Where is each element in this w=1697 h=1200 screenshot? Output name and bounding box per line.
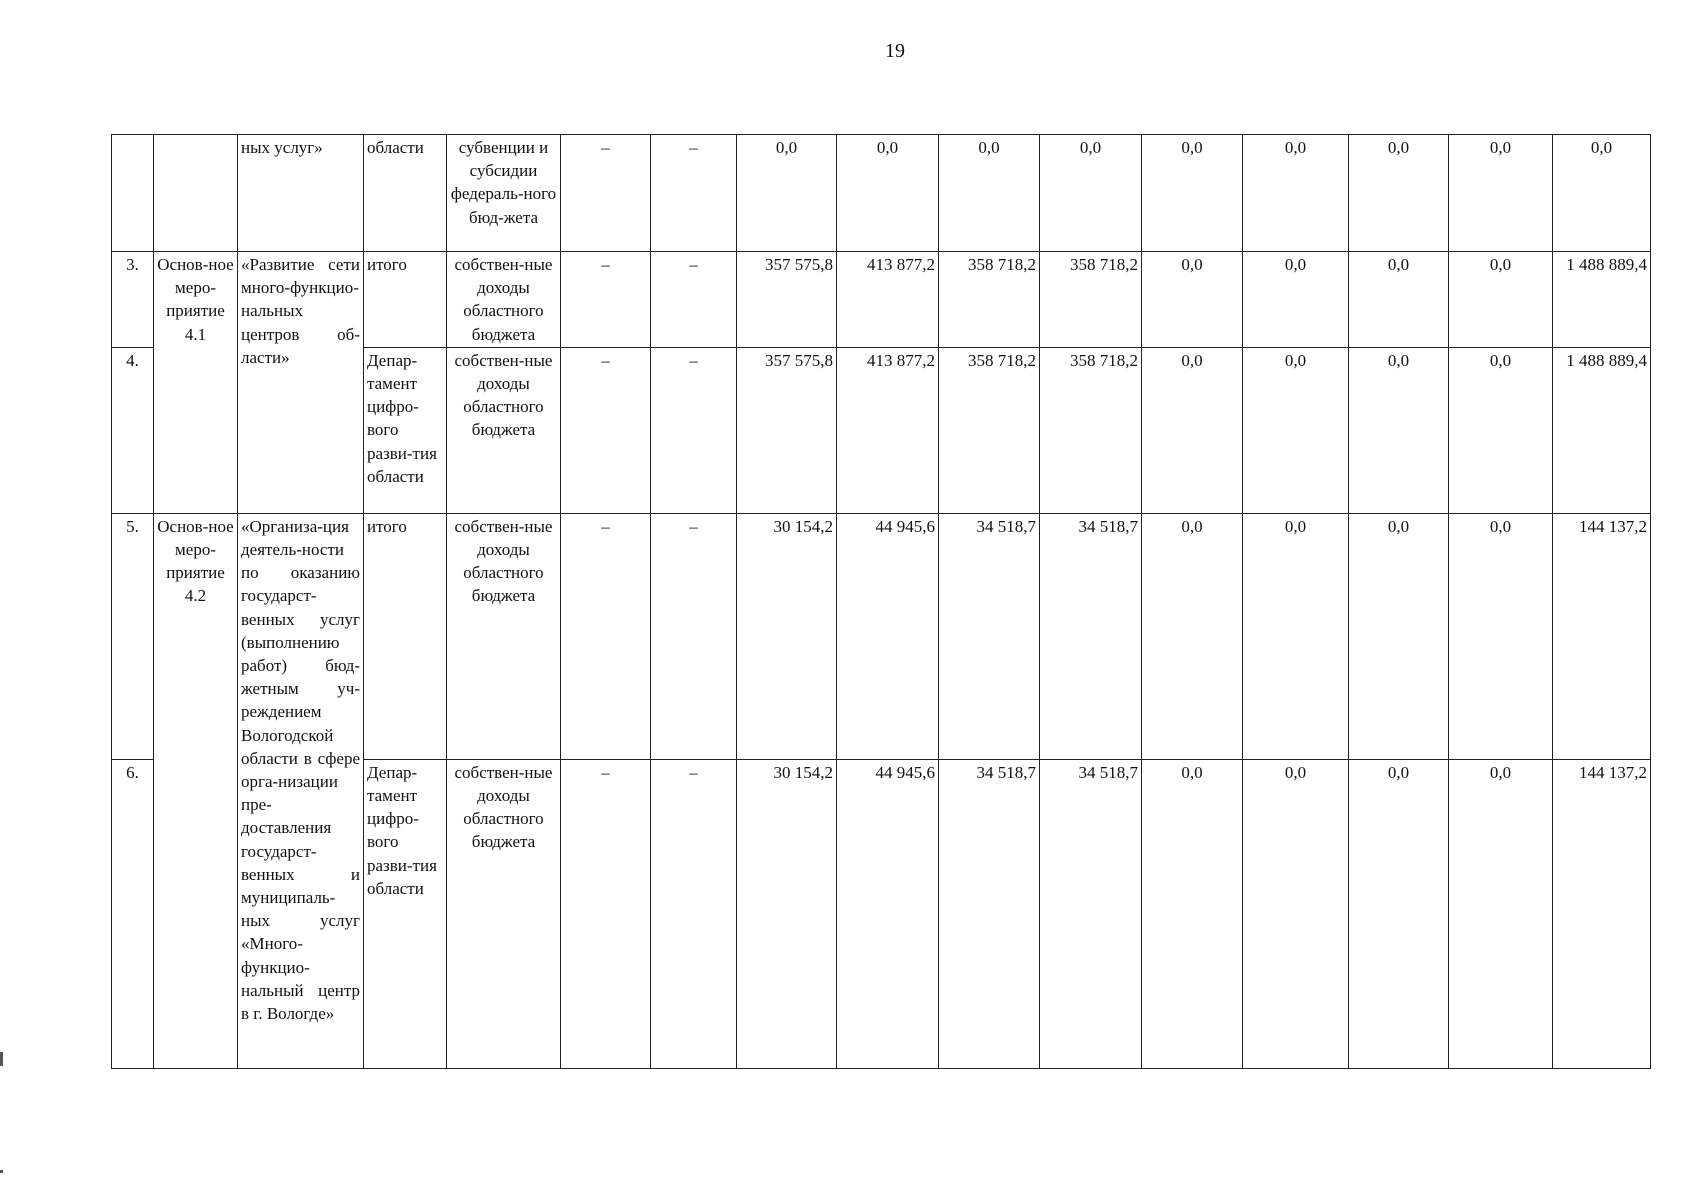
funding-source-cell: субвенции и субсидии федераль-ного бюд-жета <box>447 135 561 252</box>
table-row <box>112 135 1651 252</box>
value-cell: 0,0 <box>1142 759 1243 1068</box>
value-cell: 0,0 <box>1243 513 1349 759</box>
value-cell: 358 718,2 <box>1040 347 1142 513</box>
value-cell: 0,0 <box>837 135 939 252</box>
budget-table <box>111 134 1651 1069</box>
value-cell: 357 575,8 <box>737 252 837 348</box>
measure-kind-cell <box>154 135 238 252</box>
value-cell: 0,0 <box>1243 347 1349 513</box>
value-cell: 0,0 <box>1349 347 1449 513</box>
value-cell: 0,0 <box>1142 513 1243 759</box>
funding-source-cell: собствен-ные доходы областного бюджета <box>447 759 561 1068</box>
value-cell: 413 877,2 <box>837 252 939 348</box>
value-cell: 0,0 <box>1142 135 1243 252</box>
dash-cell: – <box>561 759 651 1068</box>
responsible-cell: итого <box>364 513 447 759</box>
value-cell: 0,0 <box>939 135 1040 252</box>
value-cell: 0,0 <box>737 135 837 252</box>
row-number-cell <box>112 135 154 252</box>
responsible-cell: итого <box>364 252 447 348</box>
row-number-cell: 5. <box>112 513 154 759</box>
value-cell: 30 154,2 <box>737 759 837 1068</box>
value-cell: 0,0 <box>1349 252 1449 348</box>
dash-cell: – <box>651 135 737 252</box>
dash-cell: – <box>561 135 651 252</box>
funding-source-cell: собствен-ные доходы областного бюджета <box>447 347 561 513</box>
value-cell: 358 718,2 <box>1040 252 1142 348</box>
dash-cell: – <box>651 513 737 759</box>
value-cell: 34 518,7 <box>1040 759 1142 1068</box>
responsible-cell: области <box>364 135 447 252</box>
funding-source-cell: собствен-ные доходы областного бюджета <box>447 252 561 348</box>
value-cell: 0,0 <box>1449 759 1553 1068</box>
value-cell: 413 877,2 <box>837 347 939 513</box>
total-cell: 144 137,2 <box>1553 513 1651 759</box>
value-cell: 0,0 <box>1449 252 1553 348</box>
dash-cell: – <box>651 759 737 1068</box>
value-cell: 34 518,7 <box>939 759 1040 1068</box>
value-cell: 357 575,8 <box>737 347 837 513</box>
total-cell: 144 137,2 <box>1553 759 1651 1068</box>
value-cell: 0,0 <box>1142 252 1243 348</box>
total-cell: 0,0 <box>1553 135 1651 252</box>
responsible-cell: Депар-тамент цифро-вого разви-тия области <box>364 347 447 513</box>
value-cell: 0,0 <box>1243 135 1349 252</box>
value-cell: 0,0 <box>1449 347 1553 513</box>
value-cell: 0,0 <box>1142 347 1243 513</box>
dash-cell: – <box>561 347 651 513</box>
page-number: 19 <box>885 40 905 62</box>
total-cell: 1 488 889,4 <box>1553 347 1651 513</box>
row-number-cell: 3. <box>112 252 154 348</box>
measure-kind-cell: Основ-ное меро-приятие 4.1 <box>154 252 238 514</box>
value-cell: 0,0 <box>1449 135 1553 252</box>
scan-edge-mark <box>0 1052 3 1066</box>
total-cell: 1 488 889,4 <box>1553 252 1651 348</box>
row-number-cell: 4. <box>112 347 154 513</box>
value-cell: 358 718,2 <box>939 347 1040 513</box>
value-cell: 0,0 <box>1449 513 1553 759</box>
value-cell: 0,0 <box>1349 759 1449 1068</box>
value-cell: 0,0 <box>1349 513 1449 759</box>
measure-name-cell: «Организа-ция деятель-ности по оказанию государст-венных услуг (выполнению работ) бюд-жетным уч-реждением Вологодской области в сфере орга-низации пре-доставления государст-венных и муниципаль-ных услуг «Много-функцио-нальный центр в г. Вологде» <box>238 513 364 1068</box>
value-cell: 30 154,2 <box>737 513 837 759</box>
dash-cell: – <box>651 252 737 348</box>
value-cell: 0,0 <box>1040 135 1142 252</box>
dash-cell: – <box>561 252 651 348</box>
dash-cell: – <box>651 347 737 513</box>
value-cell: 0,0 <box>1349 135 1449 252</box>
value-cell: 0,0 <box>1243 759 1349 1068</box>
funding-source-cell: собствен-ные доходы областного бюджета <box>447 513 561 759</box>
value-cell: 358 718,2 <box>939 252 1040 348</box>
value-cell: 44 945,6 <box>837 759 939 1068</box>
measure-name-cell: «Развитие сети много-функцио-нальных центров об-ласти» <box>238 252 364 514</box>
measure-kind-cell: Основ-ное меро-приятие 4.2 <box>154 513 238 1068</box>
row-number-cell: 6. <box>112 759 154 1068</box>
table-row <box>112 252 1651 348</box>
value-cell: 0,0 <box>1243 252 1349 348</box>
scan-edge-mark <box>0 1170 3 1173</box>
value-cell: 44 945,6 <box>837 513 939 759</box>
value-cell: 34 518,7 <box>1040 513 1142 759</box>
dash-cell: – <box>561 513 651 759</box>
table-row <box>112 513 1651 759</box>
value-cell: 34 518,7 <box>939 513 1040 759</box>
responsible-cell: Депар-тамент цифро-вого разви-тия области <box>364 759 447 1068</box>
measure-name-cell: ных услуг» <box>238 135 364 252</box>
